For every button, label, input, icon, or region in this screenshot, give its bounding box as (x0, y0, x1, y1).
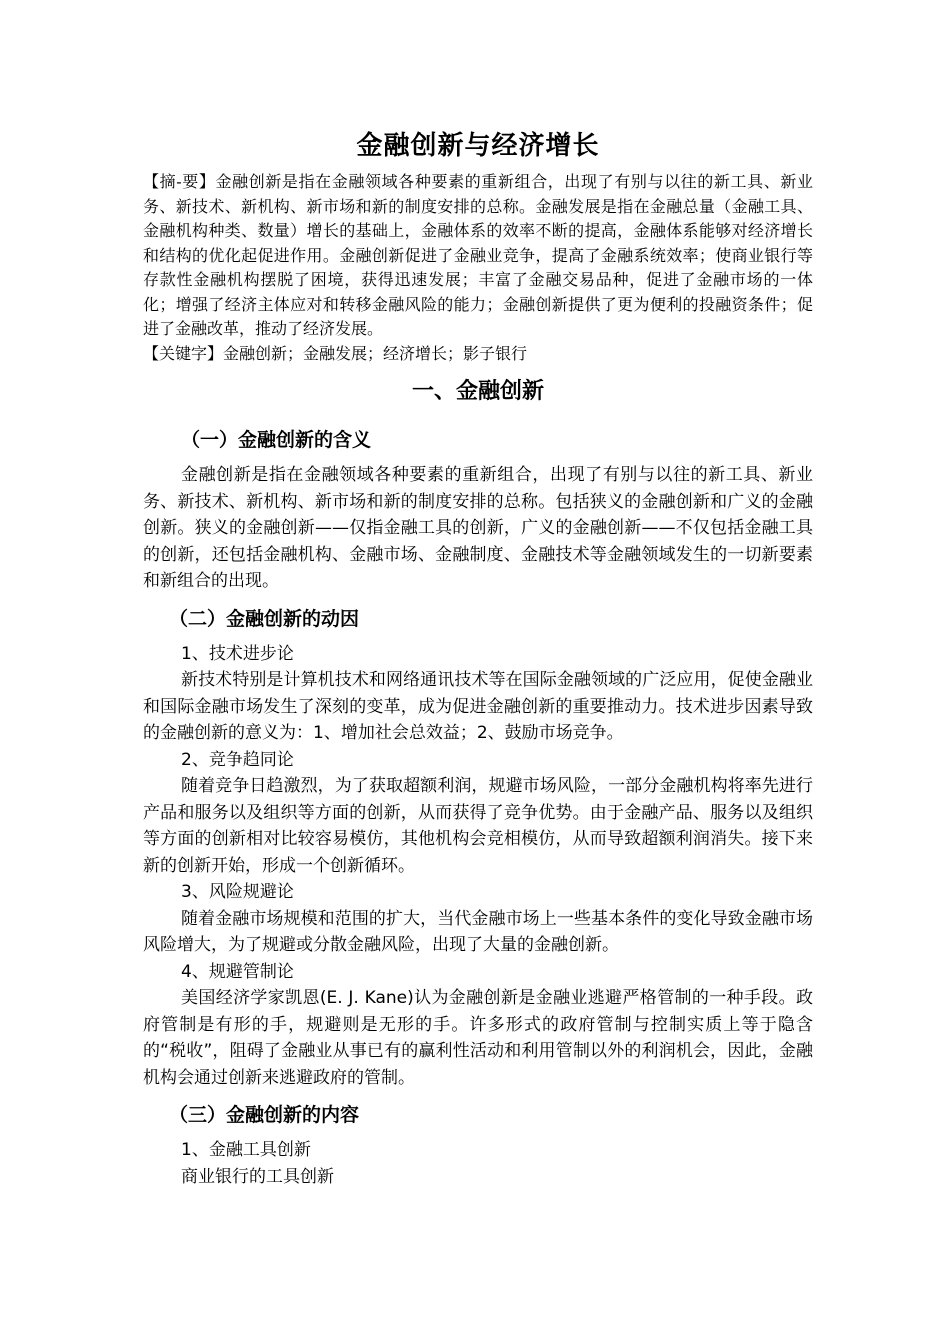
paragraph-technology: 新技术特别是计算机技术和网络通讯技术等在国际金融领域的广泛应用，促使金融业和国际金融市场发生了深刻的变革，成为促进金融创新的重要推动力。技术进步因素导致的金融创新的意义为：1、增加社会总效益；2、鼓励市场竞争。 (143, 670, 813, 743)
paragraph-risk: 随着金融市场规模和范围的扩大，当代金融市场上一些基本条件的变化导致金融市场风险增大，为了规避或分散金融风险，出现了大量的金融创新。 (143, 908, 813, 955)
abstract-text: 【摘-要】金融创新是指在金融领域各种要素的重新组合，出现了有别与以往的新工具、新业务、新技术、新机构、新市场和新的制度安排的总称。金融发展是指在金融总量（金融工具、金融机构种类、数量）增长的基础上，金融体系的效率不断的提高，金融体系能够对经济增长和结构的优化起促进作用。金融创新促进了金融业竞争，提高了金融系统效率；使商业银行等存款性金融机构摆脱了困境，获得迅速发展；丰富了金融交易品种，促进了金融市场的一体化；增强了经济主体应对和转移金融风险的能力；金融创新提供了更为便利的投融资条件；促进了金融改革，推动了经济发展。 (143, 172, 813, 338)
subsection-heading-motivation: （二）金融创新的动因 (169, 607, 360, 630)
item-heading-competition: 2、竞争趋同论 (181, 749, 294, 770)
item-heading-technology: 1、技术进步论 (181, 643, 294, 664)
paragraph-regulation: 美国经济学家凯恩(E. J. Kane)认为金融创新是金融业逃避严格管制的一种手段。政府管制是有形的手，规避则是无形的手。许多形式的政府管制与控制实质上等于隐含的“税收”，阻碍了金融业从事已有的赢利性活动和利用管制以外的利润机会，因此，金融机构会通过创新来逃避政府的管制。 (143, 988, 813, 1088)
item-heading-bank-instrument-innovation: 商业银行的工具创新 (181, 1166, 334, 1187)
subsection-heading-content: （三）金融创新的内容 (169, 1104, 360, 1126)
item-heading-risk: 3、风险规避论 (181, 882, 294, 902)
paragraph-meaning: 金融创新是指在金融领域各种要素的重新组合，出现了有别与以往的新工具、新业务、新技术、新机构、新市场和新的制度安排的总称。包括狭义的金融创新和广义的金融创新。狭义的金融创新——仅指金融工具的创新，广义的金融创新——不仅包括金融工具的创新，还包括金融机构、金融市场、金融制度、金融技术等金融领域发生的一切新要素和新组合的出现。 (143, 465, 813, 591)
document-title: 金融创新与经济增长 (356, 131, 600, 161)
section-heading-financial-innovation: 一、金融创新 (411, 379, 544, 404)
document-content (143, 128, 813, 1190)
paragraph-competition: 随着竞争日趋激烈，为了获取超额利润，规避市场风险，一部分金融机构将率先进行产品和服务以及组织等方面的创新，从而获得了竞争优势。由于金融产品、服务以及组织等方面的创新相对比较容易模仿，其他机构会竞相模仿，从而导致超额利润消失。接下来新的创新开始，形成一个创新循环。 (143, 776, 813, 876)
item-heading-instrument-innovation: 1、金融工具创新 (181, 1140, 311, 1160)
keywords-line: 【关键字】金融创新；金融发展；经济增长；影子银行 (143, 343, 528, 363)
item-heading-regulation: 4、规避管制论 (181, 961, 294, 982)
subsection-heading-meaning: （一）金融创新的含义 (181, 429, 372, 451)
